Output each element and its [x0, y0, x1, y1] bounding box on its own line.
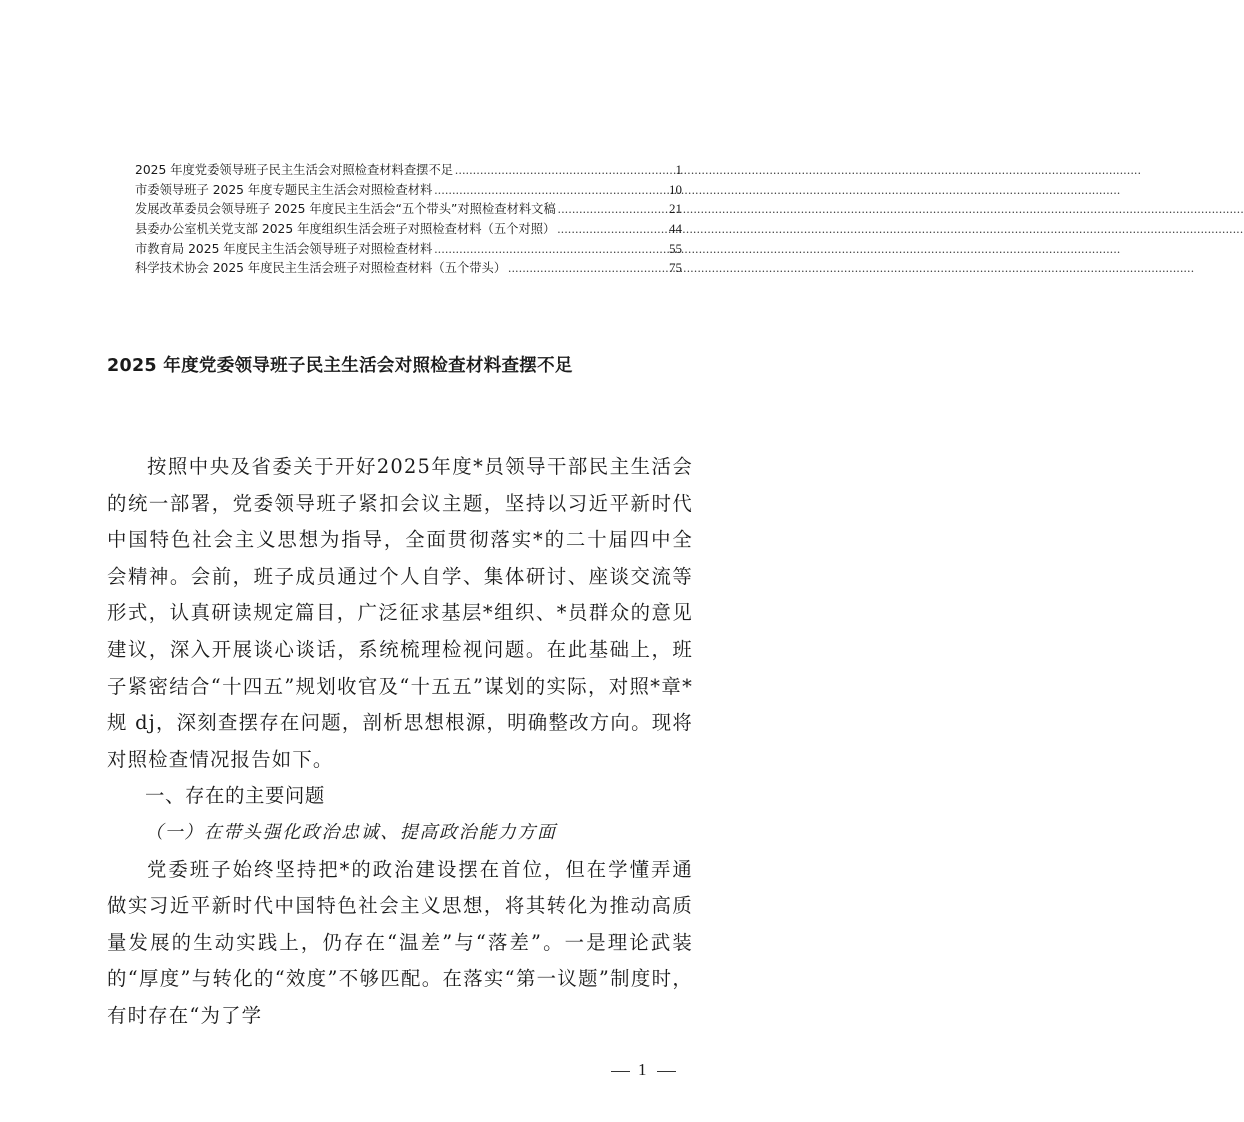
toc-entry[interactable]	[135, 258, 682, 278]
intro-paragraph: 按照中央及省委关于开好2025年度*员领导干部民主生活会的统一部署，党委领导班子紧扣会议主题，坚持以习近平新时代中国特色社会主义思想为指导，全面贯彻落实*的二十届四中全会精神。会前，班子成员通过个人自学、集体研讨、座谈交流等形式，认真研读规定篇目，广泛征求基层*组织、*员群众的意见建议，深入开展谈心谈话，系统梳理检视问题。在此基础上，班子紧密结合“十四五”规划收官及“十五五”谋划的实际，对照*章*规 dj，深刻查摆存在问题，剖析思想根源，明确整改方向。现将对照检查情况报告如下。	[107, 455, 693, 771]
toc-entry-page: 75	[669, 260, 682, 276]
page-number: 1	[638, 1060, 649, 1079]
document-title: 2025 年度党委领导班子民主生活会对照检查材料查摆不足	[107, 356, 573, 376]
section-paragraph: 党委班子始终坚持把*的政治建设摆在首位，但在学懂弄通做实习近平新时代中国特色社会主义思想，将其转化为推动高质量发展的生动实践上，仍存在“温差”与“落差”。一是理论武装的“厚度”与转化的“效度”不够匹配。在落实“第一议题”制度时，有时存在“为了学	[107, 857, 693, 1027]
section-heading: 一、存在的主要问题	[145, 784, 325, 808]
toc-dot-leader	[434, 181, 667, 201]
toc-entry[interactable]	[135, 219, 682, 239]
toc-entry[interactable]	[135, 239, 682, 259]
page-number-footer	[603, 1059, 684, 1081]
page-number-dash-left	[611, 1071, 630, 1072]
toc-dot-leader	[557, 220, 667, 240]
toc-entry[interactable]	[135, 199, 682, 219]
toc-entry-title: 市教育局 2025 年度民主生活会领导班子对照检查材料	[135, 241, 433, 256]
subsection-heading: （一）在带头强化政治忠诚、提高政治能力方面	[145, 821, 557, 843]
toc-entry-title: 2025 年度党委领导班子民主生活会对照检查材料查摆不足	[135, 163, 454, 177]
toc-dot-leader	[455, 161, 673, 181]
toc-dot-leader	[434, 240, 667, 260]
toc-entry-page: 21	[669, 201, 682, 217]
toc-dot-leader	[508, 259, 667, 279]
toc-entry-title: 市委领导班子 2025 年度专题民主生活会对照检查材料	[135, 182, 433, 197]
page-number-dash-right	[657, 1071, 676, 1072]
toc-entry-title: 科学技术协会 2025 年度民主生活会班子对照检查材料（五个带头）	[135, 261, 507, 276]
toc-entry[interactable]	[135, 180, 682, 200]
toc-entry-page: 44	[669, 221, 682, 237]
toc-entry-title: 发展改革委员会领导班子 2025 年度民主生活会“五个带头”对照检查材料文稿	[135, 202, 556, 217]
toc-dot-leader	[558, 200, 667, 220]
toc-entry[interactable]	[135, 160, 682, 180]
toc-entry-page: 10	[669, 181, 682, 197]
toc-entry-page: 1	[675, 162, 682, 177]
table-of-contents	[135, 160, 682, 278]
toc-entry-title: 县委办公室机关党支部 2025 年度组织生活会班子对照检查材料（五个对照）	[135, 222, 556, 237]
toc-entry-page: 55	[669, 240, 682, 256]
document-body	[107, 352, 693, 1035]
